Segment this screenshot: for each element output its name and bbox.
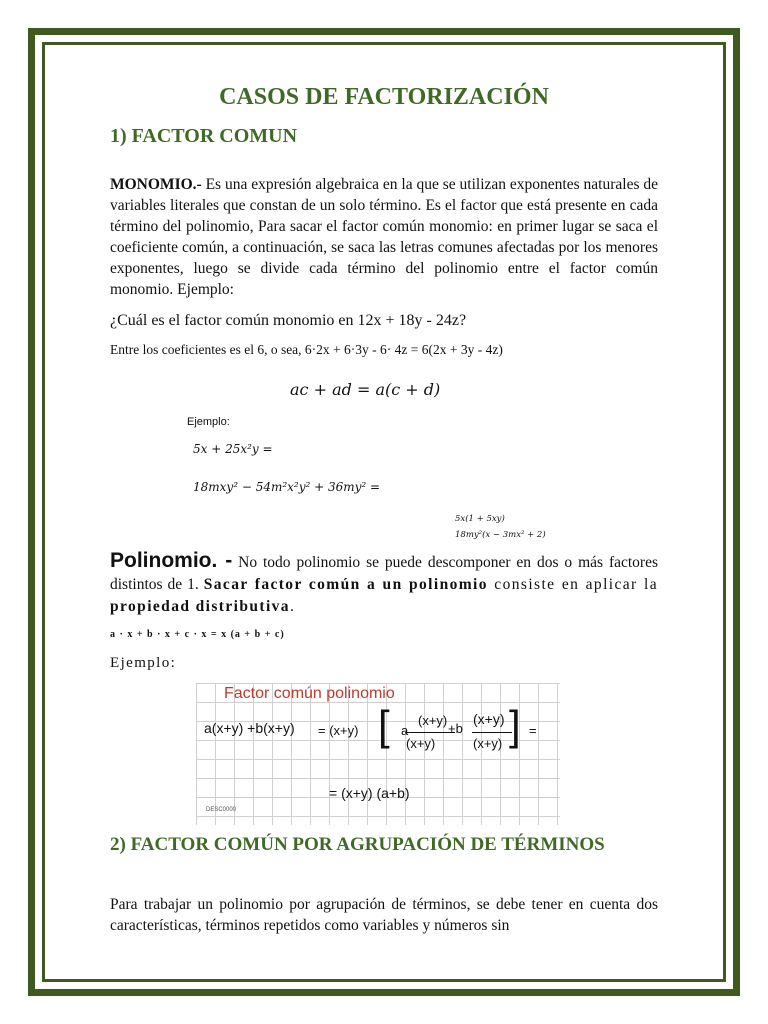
monomio-example-figure bbox=[185, 372, 555, 546]
ejemplo-label: Ejemplo: bbox=[110, 655, 177, 671]
stamp-text: DESC0000 bbox=[206, 807, 237, 813]
monomio-term: MONOMIO.- bbox=[110, 176, 202, 193]
monomio-paragraph bbox=[110, 174, 658, 300]
section-2-heading: 2) FACTOR COMÚN POR AGRUPACIÓN DE TÉRMINOS bbox=[110, 834, 605, 855]
formula-line: ac + ad = a(c + d) bbox=[290, 380, 441, 399]
term-plus-b: +b bbox=[448, 721, 463, 736]
term-a: a bbox=[401, 723, 409, 738]
polinomio-paragraph bbox=[110, 550, 658, 618]
factored-eq: = (x+y) bbox=[318, 723, 359, 738]
figure-title: Factor común polinomio bbox=[224, 685, 395, 702]
monomio-text: Es una expresión algebraica en la que se utilizan exponentes naturales de variables literales que constan de un solo término. Es el factor que está presente en cada término del polinomio, Para sacar el factor común monomio: en primer lugar se saca el coeficiente común, a continuación, se saca las letras comunes afectadas por los menores exponentes, luego se divide cada término del polinomio entre el factor común monomio. Ejemplo: bbox=[110, 176, 658, 298]
fraction-1-denominator: (x+y) bbox=[406, 736, 436, 751]
document-title: CASOS DE FACTORIZACIÓN bbox=[219, 84, 549, 110]
example-line-2: 18mxy² − 54m²x²y² + 36my² = bbox=[193, 480, 381, 494]
right-bracket: ] bbox=[509, 702, 521, 749]
factored-left: a(x+y) +b(x+y) bbox=[204, 720, 295, 736]
result-line: = (x+y) (a+b) bbox=[329, 785, 410, 801]
polinomio-text-1: No todo polinomio se puede descomponer en dos o más factores distintos de 1. bbox=[110, 554, 659, 593]
answer-line: Entre los coeficientes es el 6, o sea, 6·2x + 6·3y - 6· 4z = 6(2x + 3y - 4z) bbox=[110, 342, 503, 357]
polinomio-bold-2: propiedad distributiva bbox=[110, 598, 290, 615]
example-answer-1: 5x(1 + 5xy) bbox=[455, 514, 505, 524]
section-1-heading: 1) FACTOR COMUN bbox=[110, 125, 298, 147]
polinomio-text-2: consiste en aplicar la bbox=[487, 576, 658, 593]
polinomio-term: Polinomio. - bbox=[110, 549, 233, 572]
polinomio-text-3: . bbox=[289, 598, 294, 615]
section-2-paragraph: Para trabajar un polinomio por agrupación de términos, se debe tener en cuenta dos características, términos repetidos como variables y números sin bbox=[110, 896, 658, 934]
polinomio-bold-1: Sacar factor común a un polinomio bbox=[203, 576, 488, 593]
left-bracket: [ bbox=[378, 702, 390, 749]
document-body bbox=[110, 80, 658, 360]
polinomio-example-figure bbox=[196, 683, 560, 825]
example-line-1: 5x + 25x²y = bbox=[193, 442, 273, 456]
fraction-2-numerator: (x+y) bbox=[473, 711, 505, 727]
fraction-2-denominator: (x+y) bbox=[473, 736, 503, 751]
question-line: ¿Cuál es el factor común monomio en 12x + 18y - 24z? bbox=[110, 312, 467, 329]
final-eq: = bbox=[529, 723, 537, 738]
fraction-1-numerator: (x+y) bbox=[418, 713, 448, 728]
example-label: Ejemplo: bbox=[187, 416, 230, 428]
section-2 bbox=[110, 834, 658, 936]
fraction-2-bar bbox=[472, 732, 512, 733]
example-answer-2: 18my²(x − 3mx² + 2) bbox=[455, 530, 546, 540]
distributive-formula: a · x + b · x + c · x = x (a + b + c) bbox=[110, 629, 285, 640]
polinomio-block bbox=[110, 550, 658, 674]
